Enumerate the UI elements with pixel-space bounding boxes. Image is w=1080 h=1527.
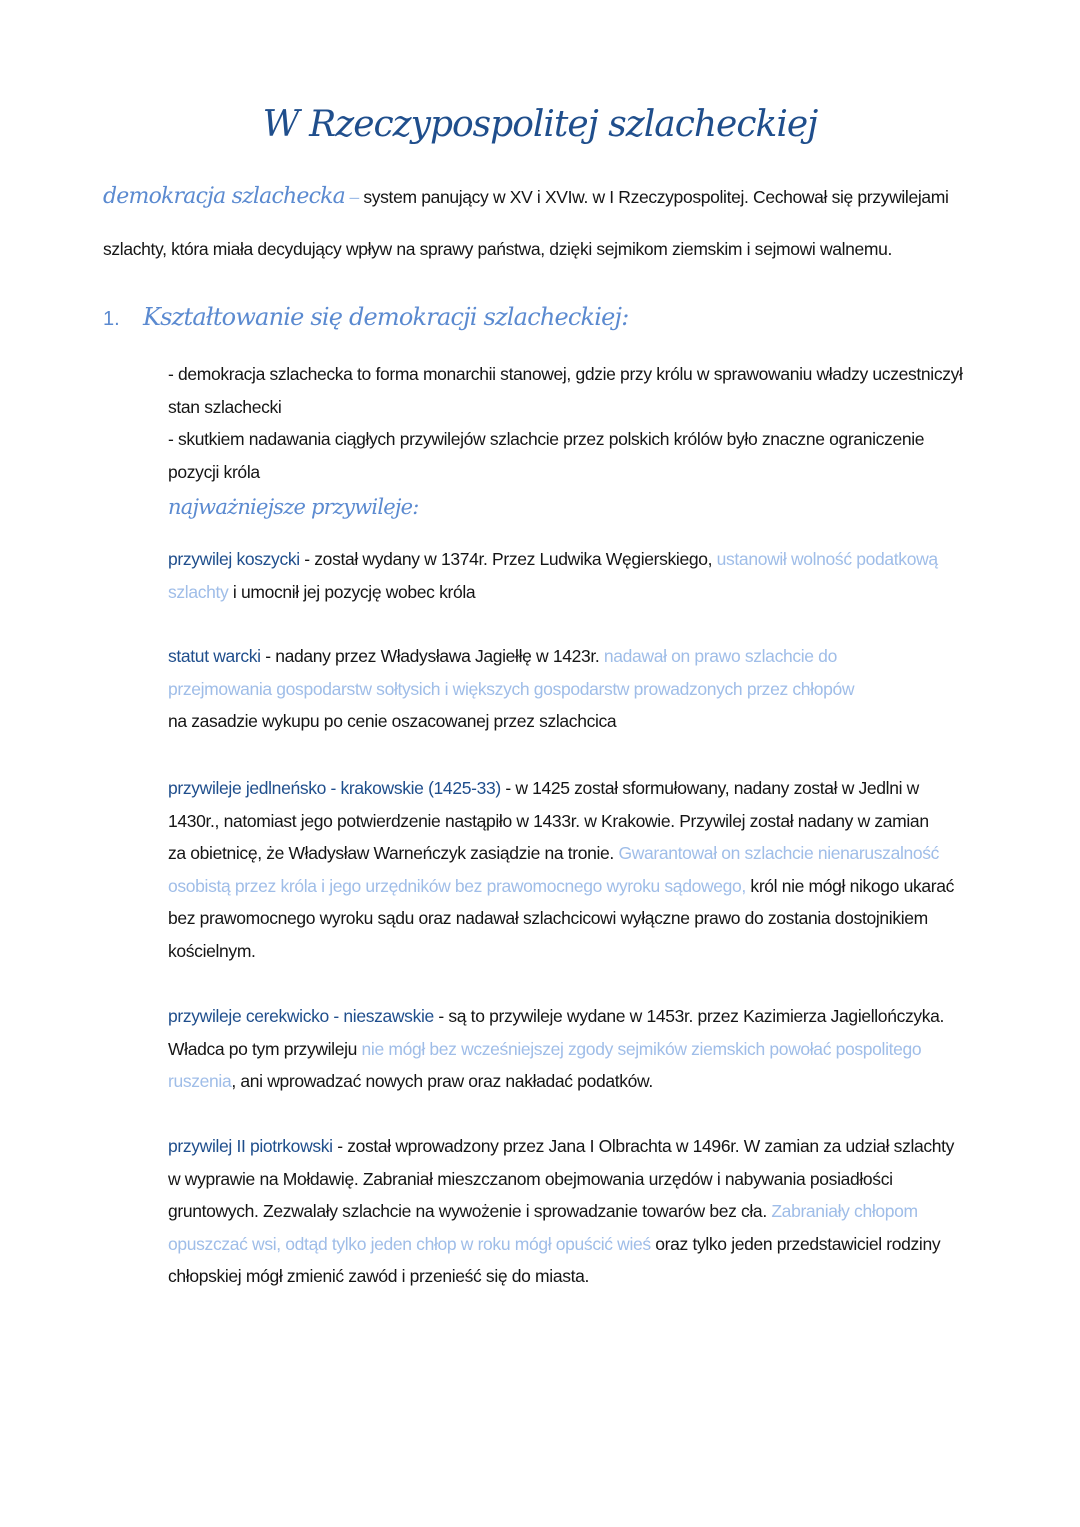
intro-line xyxy=(103,233,949,266)
privilege-line xyxy=(168,935,954,968)
term: przywilej koszycki xyxy=(168,549,300,569)
privilege-line xyxy=(168,1033,944,1066)
privilege-line xyxy=(168,902,954,935)
privilege-line xyxy=(168,772,954,805)
text: pozycji króla xyxy=(168,461,260,482)
text: - został wydany w 1374r. Przez Ludwika Węgierskiego, xyxy=(299,549,717,569)
section-heading xyxy=(103,303,628,332)
text: w wyprawie na Mołdawię. Zabraniał mieszczanom obejmowania urzędów i nabywania posiadłości xyxy=(168,1168,893,1189)
text: system panujący w XV i XVIw. w I Rzeczypospolitej. Cechował się przywilejami xyxy=(363,187,949,207)
term: demokracja szlachecka xyxy=(103,184,345,209)
bullet-list xyxy=(168,358,963,488)
privilege-entry xyxy=(168,640,854,738)
highlighted-text: szlachty xyxy=(168,581,229,602)
highlighted-text: przejmowania gospodarstw sołtysich i większych gospodarstw prowadzonych przez chłopów xyxy=(168,678,855,699)
text: kościelnym. xyxy=(168,940,256,961)
privilege-line xyxy=(168,1130,954,1163)
section-number: 1. xyxy=(103,308,120,330)
highlighted-text: – xyxy=(344,187,364,207)
text: oraz tylko jeden przedstawiciel rodziny xyxy=(650,1233,941,1254)
privilege-line xyxy=(168,1000,944,1033)
text: - demokracja szlachecka to forma monarchii stanowej, gdzie przy królu w sprawowaniu władzy uczestniczył xyxy=(168,364,963,384)
highlighted-text: nie mógł bez wcześniejszej zgody sejmików ziemskich powołać pospolitego xyxy=(361,1038,922,1059)
privilege-entry xyxy=(168,1000,944,1098)
term: przywileje jedlneńsko - krakowskie (1425-33) xyxy=(168,778,501,798)
privilege-line xyxy=(168,837,954,870)
highlighted-text: Zabraniały chłopom xyxy=(771,1201,918,1221)
text: - nadany przez Władysława Jagiełłę w 1423r. xyxy=(260,646,604,666)
privilege-entry xyxy=(168,543,938,608)
text: szlachty, która miała decydujący wpływ na sprawy państwa, dzięki sejmikom ziemskim i sejmowi walnemu. xyxy=(103,238,893,259)
highlighted-text: ustanowił wolność podatkową xyxy=(716,549,938,569)
bullet-line xyxy=(168,391,963,424)
text: król nie mógł nikogo ukarać xyxy=(745,875,954,896)
privilege-line xyxy=(168,1228,954,1261)
intro-line xyxy=(103,181,949,214)
privilege-line xyxy=(168,673,854,706)
text: stan szlachecki xyxy=(168,396,282,417)
text: Władca po tym przywileju xyxy=(168,1038,362,1059)
bullet-line xyxy=(168,358,963,391)
text: - został wprowadzony przez Jana I Olbrachta w 1496r. W zamian za udział szlachty xyxy=(332,1136,955,1156)
privilege-line xyxy=(168,576,938,609)
privilege-entry xyxy=(168,772,954,967)
text: gruntowych. Zezwalały szlachcie na wywożenie i sprowadzanie towarów bez cła. xyxy=(168,1201,772,1221)
privilege-line xyxy=(168,1260,954,1293)
highlighted-text: ruszenia xyxy=(168,1071,232,1091)
highlighted-text: opuszczać wsi, odtąd tylko jeden chłop w roku mógł opuścić wieś xyxy=(168,1233,651,1254)
term: przywileje cerekwicko - nieszawskie xyxy=(168,1006,434,1026)
privilege-entry xyxy=(168,1130,954,1293)
bullet-line xyxy=(168,456,963,489)
privilege-line xyxy=(168,543,938,576)
section-heading-text: Kształtowanie się demokracji szlacheckiej: xyxy=(143,303,629,331)
term: przywilej II piotrkowski xyxy=(168,1136,333,1156)
privilege-line xyxy=(168,870,954,903)
subheading: najważniejsze przywileje: xyxy=(168,495,419,519)
text: bez prawomocnego wyroku sądu oraz nadawał szlachcicowi wyłączne prawo do zostania dostojnikiem xyxy=(168,908,928,928)
privilege-line xyxy=(168,1163,954,1196)
text: - są to przywileje wydane w 1453r. przez Kazimierza Jagiellończyka. xyxy=(433,1006,945,1026)
privilege-line xyxy=(168,705,854,738)
intro-definition xyxy=(103,181,949,265)
text: chłopskiej mógł zmienić zawód i przenieść się do miasta. xyxy=(168,1266,590,1286)
highlighted-text: osobistą przez króla i jego urzędników bez prawomocnego wyroku sądowego, xyxy=(168,875,746,896)
bullet-line xyxy=(168,423,963,456)
page-title: W Rzeczypospolitej szlacheckiej xyxy=(262,104,818,145)
text: na zasadzie wykupu po cenie oszacowanej przez szlachcica xyxy=(168,711,617,731)
highlighted-text: Gwarantował on szlachcie nienaruszalność xyxy=(618,843,940,863)
text: - skutkiem nadawania ciągłych przywilejów szlachcie przez polskich królów było znaczne ograniczenie xyxy=(168,429,925,449)
privilege-line xyxy=(168,640,854,673)
privilege-line xyxy=(168,1065,944,1098)
text: i umocnił jej pozycję wobec króla xyxy=(228,581,476,602)
highlighted-text: nadawał on prawo szlachcie do xyxy=(603,646,837,666)
privilege-line xyxy=(168,805,954,838)
privilege-line xyxy=(168,1195,954,1228)
text: za obietnicę, że Władysław Warneńczyk zasiądzie na tronie. xyxy=(168,843,619,863)
text: 1430r., natomiast jego potwierdzenie nastąpiło w 1433r. w Krakowie. Przywilej został nadany w zamian xyxy=(168,810,929,831)
term: statut warcki xyxy=(168,646,261,666)
text: - w 1425 został sformułowany, nadany został w Jedlni w xyxy=(500,778,919,798)
text: , ani wprowadzać nowych praw oraz nakładać podatków. xyxy=(231,1071,653,1091)
